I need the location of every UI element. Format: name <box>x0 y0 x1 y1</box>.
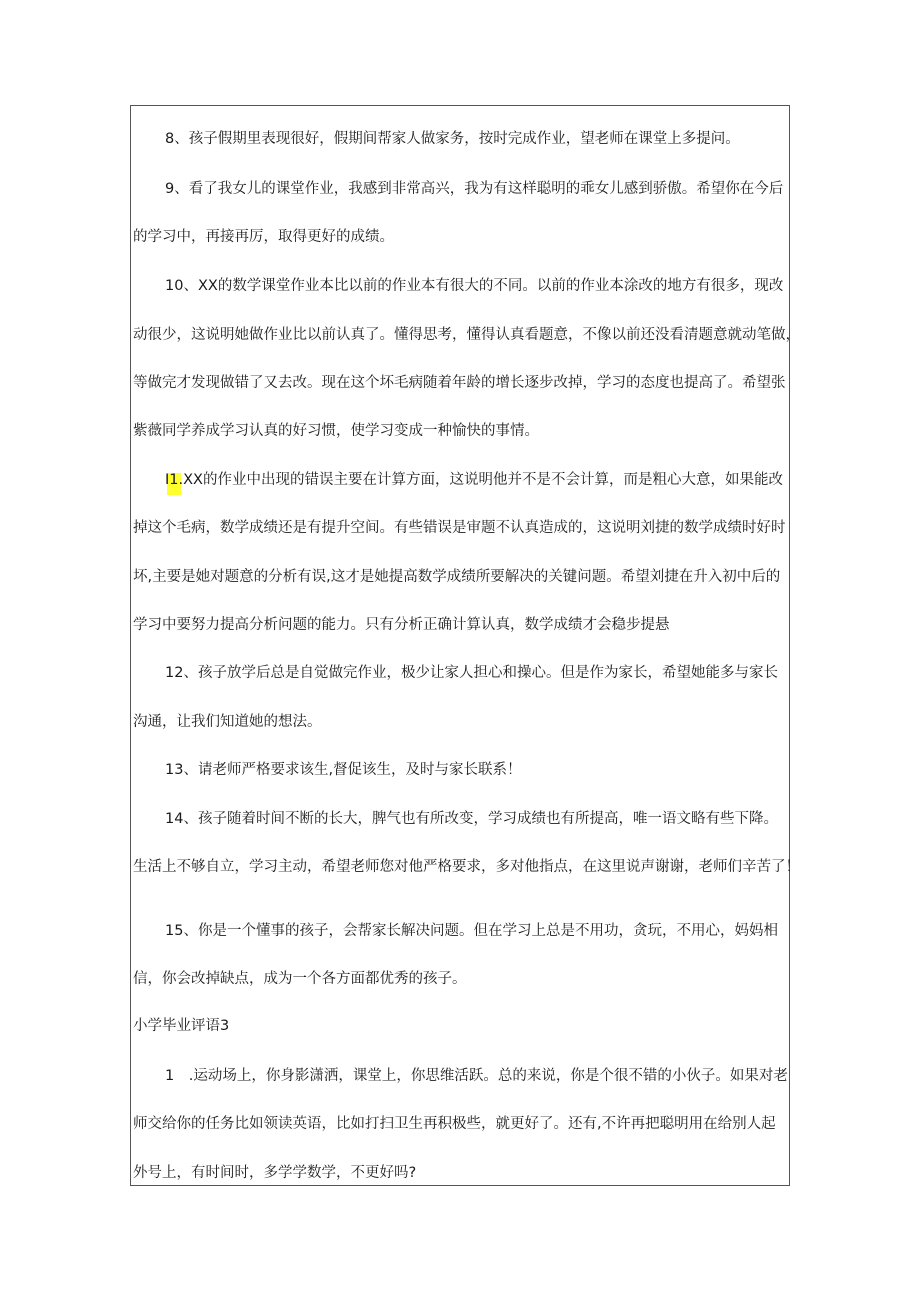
comment-9-line-1: 9、看了我女儿的课堂作业，我感到非常高兴，我为有这样聪明的乖女儿感到骄傲。希望你在今后 <box>165 181 784 197</box>
comment-10-line-4: 紫薇同学养成学习认真的好习惯，使学习变成一种愉快的事情。 <box>133 423 539 439</box>
comment-11-line-3: 坏,主要是她对题意的分析有误,这才是她提高数学成绩所要解决的关键问题。希望刘捷在升入初中后的 <box>133 569 781 585</box>
comment-13-line-1: 13、请老师严格要求该生,督促该生，及时与家长联系！ <box>165 762 522 778</box>
comment-10-line-3: 等做完才发现做错了又去改。现在这个坏毛病随着年龄的增长逐步改掉，学习的态度也提高了。希望张 <box>133 375 786 391</box>
comment-10-line-1: 10、XX的数学课堂作业本比以前的作业本有很大的不同。以前的作业本涂改的地方有很多，现改 <box>165 278 784 294</box>
section-item-1-line-2: 师交给你的任务比如领读英语，比如打扫卫生再积极些，就更好了。还有,不许再把聪明用在给别人起 <box>133 1116 776 1132</box>
comment-12-line-1: 12、孩子放学后总是自觉做完作业，极少让家人担心和操心。但是作为家长，希望她能多与家长 <box>165 665 778 681</box>
comment-15-line-1: 15、你是一个懂事的孩子，会帮家长解决问题。但在学习上总是不用功，贪玩，不用心，妈妈相 <box>165 923 778 939</box>
section-item-1-line-3: 外号上，有时间时，多学学数学，不更好吗? <box>133 1165 417 1181</box>
section-item-1-line-1: 1 .运动场上，你身影潇洒，课堂上，你思维活跃。总的来说，你是个很不错的小伙子。如果对老 <box>165 1068 788 1084</box>
comment-11-line-2: 掉这个毛病，数学成绩还是有提升空间。有些错误是审题不认真造成的，这说明刘捷的数学成绩时好时 <box>133 520 786 536</box>
section-title: 小学毕业评语3 <box>133 1018 230 1034</box>
comment-9-line-2: 的学习中，再接再厉，取得更好的成绩。 <box>133 229 394 245</box>
comment-14-line-2: 生活上不够自立，学习主动，希望老师您对他严格要求，多对他指点，在这里说声谢谢，老师们辛苦了！ <box>133 859 800 875</box>
comment-11-line-1: I1.XX的作业中出现的错误主要在计算方面，这说明他并不是不会计算，而是粗心大意，如果能改 <box>165 472 783 488</box>
comment-15-line-2: 信，你会改掉缺点，成为一个各方面都优秀的孩子。 <box>133 971 467 987</box>
comment-10-line-2: 动很少，这说明她做作业比以前认真了。懂得思考，懂得认真看题意，不像以前还没看清题意就动笔做， <box>133 327 800 343</box>
comment-12-line-2: 沟通，让我们知道她的想法。 <box>133 714 322 730</box>
comment-11-line-4: 学习中要努力提高分析问题的能力。只有分析正确计算认真，数学成绩才会稳步提悬 <box>133 617 670 633</box>
comment-8-line-1: 8、孩子假期里表现很好，假期间帮家人做家务，按时完成作业，望老师在课堂上多提问。 <box>165 131 740 147</box>
comment-14-line-1: 14、孩子随着时间不断的长大，脾气也有所改变，学习成绩也有所提高，唯一语文略有些下降。 <box>165 811 778 827</box>
